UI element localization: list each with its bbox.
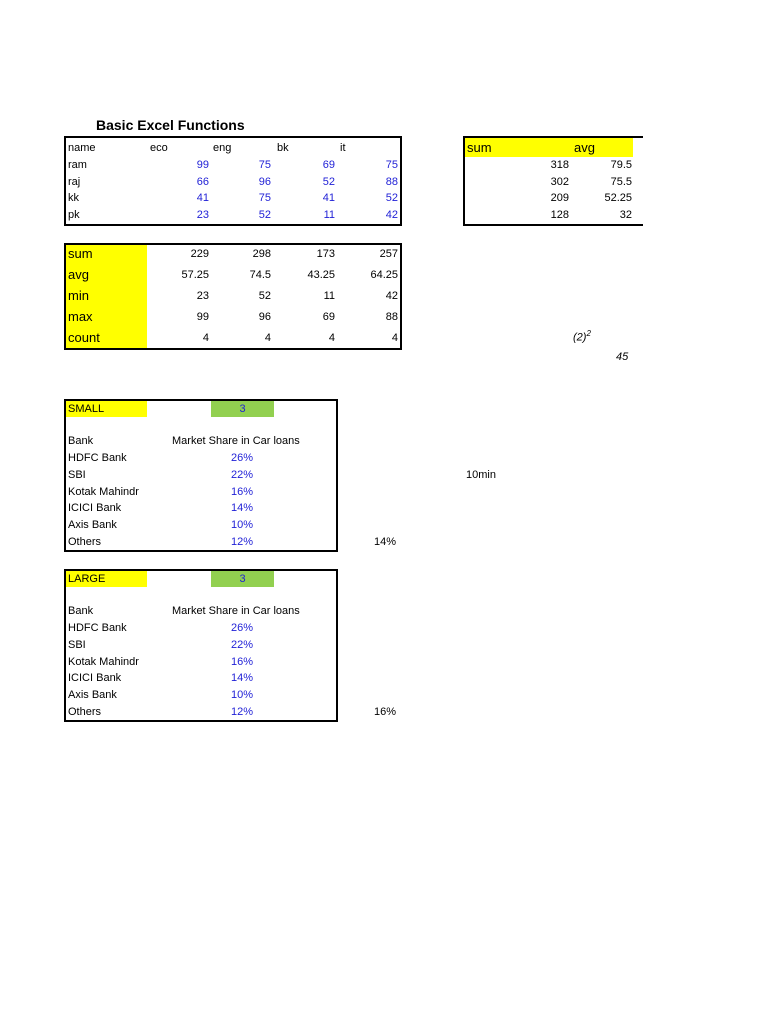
summary-label-avg[interactable]: avg [68, 267, 89, 282]
large-share[interactable]: 10% [230, 689, 254, 701]
small-bank[interactable]: Kotak Mahindr [68, 486, 139, 498]
large-col-bank[interactable]: Bank [68, 605, 94, 617]
large-bank[interactable]: SBI [68, 639, 86, 651]
large-col-share[interactable]: Market Share in Car loans [172, 605, 300, 617]
summary-value[interactable]: 298 [252, 248, 271, 260]
summary-label-min[interactable]: min [68, 288, 89, 303]
power-exponent: 2 [586, 329, 591, 338]
cell-it[interactable]: 88 [385, 176, 398, 188]
small-share[interactable]: 26% [230, 452, 254, 464]
header-eng[interactable]: eng [213, 142, 232, 154]
summary-value[interactable]: 11 [323, 290, 335, 302]
value-cell[interactable]: 45 [616, 351, 629, 363]
large-bank[interactable]: Kotak Mahindr [68, 656, 139, 668]
time-cell[interactable]: 10min [466, 469, 496, 481]
large-share[interactable]: 22% [230, 639, 254, 651]
cell-eco[interactable]: 23 [196, 209, 209, 221]
small-col-bank[interactable]: Bank [68, 435, 94, 447]
summary-value[interactable]: 229 [190, 248, 209, 260]
row-avg[interactable]: 52.25 [604, 192, 632, 204]
summary-value[interactable]: 88 [385, 311, 398, 323]
cell-bk[interactable]: 41 [322, 192, 335, 204]
summary-value[interactable]: 4 [328, 332, 335, 344]
small-share[interactable]: 12% [230, 536, 254, 548]
summary-value[interactable]: 96 [258, 311, 271, 323]
cell-eco[interactable]: 99 [196, 159, 209, 171]
row-sum[interactable]: 128 [550, 209, 569, 221]
summary-value[interactable]: 4 [391, 332, 398, 344]
summary-value[interactable]: 43.25 [307, 269, 335, 281]
cell-bk[interactable]: 11 [323, 209, 335, 221]
large-bank[interactable]: Axis Bank [68, 689, 117, 701]
summary-value[interactable]: 173 [316, 248, 335, 260]
small-k-input[interactable]: 3 [211, 401, 274, 417]
summary-value[interactable]: 52 [258, 290, 271, 302]
summary-value[interactable]: 257 [379, 248, 398, 260]
large-share[interactable]: 12% [230, 706, 254, 718]
large-bank[interactable]: Others [68, 706, 102, 718]
large-share[interactable]: 16% [230, 656, 254, 668]
large-k-input[interactable]: 3 [211, 571, 274, 587]
summary-value[interactable]: 57.25 [181, 269, 209, 281]
sheet-title: Basic Excel Functions [96, 117, 245, 133]
summary-value[interactable]: 42 [385, 290, 398, 302]
cell-eng[interactable]: 52 [258, 209, 271, 221]
cell-it[interactable]: 52 [385, 192, 398, 204]
small-result[interactable]: 14% [374, 536, 397, 548]
large-label[interactable]: LARGE [66, 571, 147, 587]
small-bank[interactable]: Others [68, 536, 102, 548]
large-result[interactable]: 16% [374, 706, 397, 718]
row-avg[interactable]: 75.5 [610, 176, 632, 188]
small-share[interactable]: 14% [230, 502, 254, 514]
small-col-share[interactable]: Market Share in Car loans [172, 435, 300, 447]
power-cell[interactable] [573, 329, 591, 344]
small-share[interactable]: 10% [230, 519, 254, 531]
header-bk[interactable]: bk [277, 142, 289, 154]
row-sum[interactable]: 318 [550, 159, 569, 171]
header-avg[interactable]: avg [574, 140, 595, 155]
cell-name[interactable]: kk [68, 192, 79, 204]
summary-label-count[interactable]: count [68, 330, 100, 345]
cell-it[interactable]: 75 [385, 159, 398, 171]
row-avg[interactable]: 32 [619, 209, 632, 221]
small-label[interactable]: SMALL [66, 401, 147, 417]
small-share[interactable]: 16% [230, 486, 254, 498]
cell-eco[interactable]: 41 [196, 192, 209, 204]
summary-value[interactable]: 64.25 [370, 269, 398, 281]
small-bank[interactable]: ICICI Bank [68, 502, 122, 514]
large-share[interactable]: 26% [230, 622, 254, 634]
cell-bk[interactable]: 69 [322, 159, 335, 171]
large-bank[interactable]: ICICI Bank [68, 672, 122, 684]
summary-value[interactable]: 4 [202, 332, 209, 344]
cell-eng[interactable]: 96 [258, 176, 271, 188]
cell-name[interactable]: raj [68, 176, 81, 188]
summary-value[interactable]: 4 [264, 332, 271, 344]
small-bank[interactable]: HDFC Bank [68, 452, 127, 464]
summary-value[interactable]: 99 [196, 311, 209, 323]
small-bank[interactable]: Axis Bank [68, 519, 117, 531]
cell-it[interactable]: 42 [385, 209, 398, 221]
cell-bk[interactable]: 52 [322, 176, 335, 188]
header-sum[interactable]: sum [467, 140, 492, 155]
row-summary-header [465, 138, 633, 157]
large-bank[interactable]: HDFC Bank [68, 622, 127, 634]
small-share[interactable]: 22% [230, 469, 254, 481]
header-name[interactable]: name [68, 142, 96, 154]
row-avg[interactable]: 79.5 [610, 159, 632, 171]
summary-label-sum[interactable]: sum [68, 246, 93, 261]
summary-label-max[interactable]: max [68, 309, 93, 324]
large-share[interactable]: 14% [230, 672, 254, 684]
summary-value[interactable]: 23 [196, 290, 209, 302]
cell-eng[interactable]: 75 [258, 159, 271, 171]
header-eco[interactable]: eco [150, 142, 168, 154]
summary-value[interactable]: 74.5 [249, 269, 271, 281]
cell-eco[interactable]: 66 [196, 176, 209, 188]
cell-eng[interactable]: 75 [258, 192, 271, 204]
cell-name[interactable]: pk [68, 209, 80, 221]
power-base: (2) [573, 331, 587, 344]
cell-name[interactable]: ram [68, 159, 87, 171]
header-it[interactable]: it [340, 142, 346, 154]
row-sum[interactable]: 209 [550, 192, 569, 204]
summary-value[interactable]: 69 [322, 311, 335, 323]
small-bank[interactable]: SBI [68, 469, 86, 481]
row-sum[interactable]: 302 [550, 176, 569, 188]
